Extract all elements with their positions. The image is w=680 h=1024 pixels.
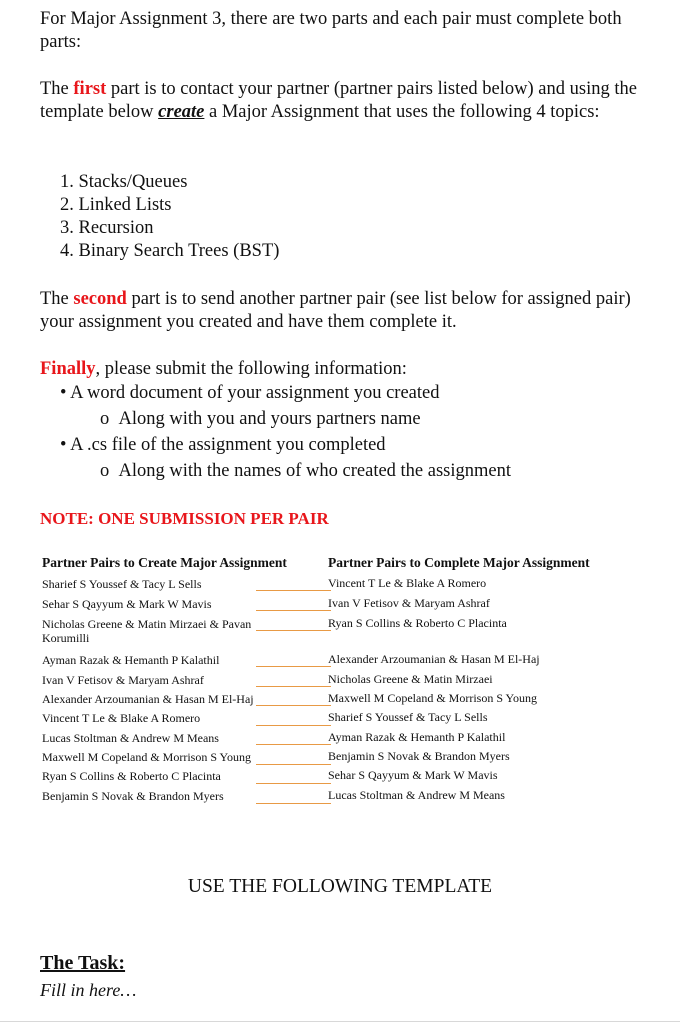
first-mid: part is to contact your partner (partner pairs listed below) and using the template below [40,79,637,122]
template-heading: USE THE FOLLOWING TEMPLATE [187,876,493,897]
connector-line [256,705,331,706]
complete-pair: Alexander Arzoumanian & Hasan M El-Haj [328,652,540,666]
bullet-item [60,380,440,406]
create-column-header: Partner Pairs to Create Major Assignment [42,555,287,570]
circle-bullet-icon: o [100,409,110,429]
page-bottom-divider [0,1021,680,1022]
connector-line [256,666,331,667]
connector-line [256,686,331,687]
complete-pair: Benjamin S Novak & Brandon Myers [328,749,510,763]
complete-pair: Ivan V Fetisov & Maryam Ashraf [328,596,490,610]
bullet-icon: • [60,383,67,403]
complete-pair: Vincent T Le & Blake A Romero [328,576,487,590]
complete-pair: Maxwell M Copeland & Morrison S Young [328,691,538,705]
connector-line [256,590,331,591]
bullet-cs-file: A .cs file of the assignment you completed [70,435,386,455]
first-part-paragraph [40,78,640,124]
connector-line [256,630,331,631]
connector-line [256,610,331,611]
bullet-word-doc: A word document of your assignment you created [70,383,440,403]
first-pre: The [40,79,74,99]
circle-bullet-icon: o [100,461,110,481]
connector-line [256,764,331,765]
complete-pair: Sehar S Qayyum & Mark W Mavis [328,768,498,782]
create-pair: Benjamin S Novak & Brandon Myers [42,789,224,803]
create-pair: Ayman Razak & Hemanth P Kalathil [42,653,220,667]
topics-list [60,171,279,263]
finally-paragraph [40,358,650,381]
complete-pair: Lucas Stoltman & Andrew M Means [328,788,505,802]
sub-bullet-names: Along with you and yours partners name [118,409,421,429]
connector-line [256,783,331,784]
list-item: 1. Stacks/Queues [60,172,188,192]
connector-line [256,725,331,726]
complete-pair: Ryan S Collins & Roberto C Placinta [328,616,507,630]
first-highlight: first [73,79,107,99]
intro-paragraph: For Major Assignment 3, there are two parts and each pair must complete both parts: [40,9,622,52]
create-pair: Alexander Arzoumanian & Hasan M El-Haj [42,692,254,706]
second-highlight: second [73,289,127,309]
first-post: a Major Assignment that uses the following 4 topics: [204,102,600,122]
sub-bullet-creators: Along with the names of who created the assignment [118,461,512,481]
complete-pair: Sharief S Youssef & Tacy L Sells [328,710,488,724]
create-pair: Sharief S Youssef & Tacy L Sells [42,577,202,591]
second-pre: The [40,289,74,309]
note-heading: NOTE: ONE SUBMISSION PER PAIR [40,509,329,528]
list-item: 2. Linked Lists [60,195,172,215]
create-pair: Nicholas Greene & Matin Mirzaei & Pavan Korumilli [42,617,252,645]
complete-column-header: Partner Pairs to Complete Major Assignment [328,555,590,570]
create-pair: Ivan V Fetisov & Maryam Ashraf [42,673,204,687]
finally-post: , please submit the following information: [95,359,407,379]
second-part-paragraph [40,288,645,334]
create-pair: Maxwell M Copeland & Morrison S Young [42,750,252,764]
create-emphasis: create [158,102,205,122]
task-heading: The Task: [40,952,126,974]
create-pair: Vincent T Le & Blake A Romero [42,711,201,725]
sub-bullet-item [100,458,511,484]
connector-line [256,803,331,804]
complete-pair: Nicholas Greene & Matin Mirzaei [328,672,493,686]
list-item: 4. Binary Search Trees (BST) [60,241,280,261]
finally-highlight: Finally [40,359,96,379]
bullet-icon: • [60,435,67,455]
complete-pair: Ayman Razak & Hemanth P Kalathil [328,730,506,744]
sub-bullet-item [100,406,421,432]
list-item: 3. Recursion [60,218,154,238]
connector-line [256,744,331,745]
create-pair: Sehar S Qayyum & Mark W Mavis [42,597,212,611]
create-pair: Lucas Stoltman & Andrew M Means [42,731,219,745]
second-post: part is to send another partner pair (see list below for assigned pair) your assignment you created and have them complete it. [40,289,631,332]
bullet-item [60,432,386,458]
create-pair: Ryan S Collins & Roberto C Placinta [42,769,221,783]
task-placeholder[interactable]: Fill in here… [40,980,137,1000]
